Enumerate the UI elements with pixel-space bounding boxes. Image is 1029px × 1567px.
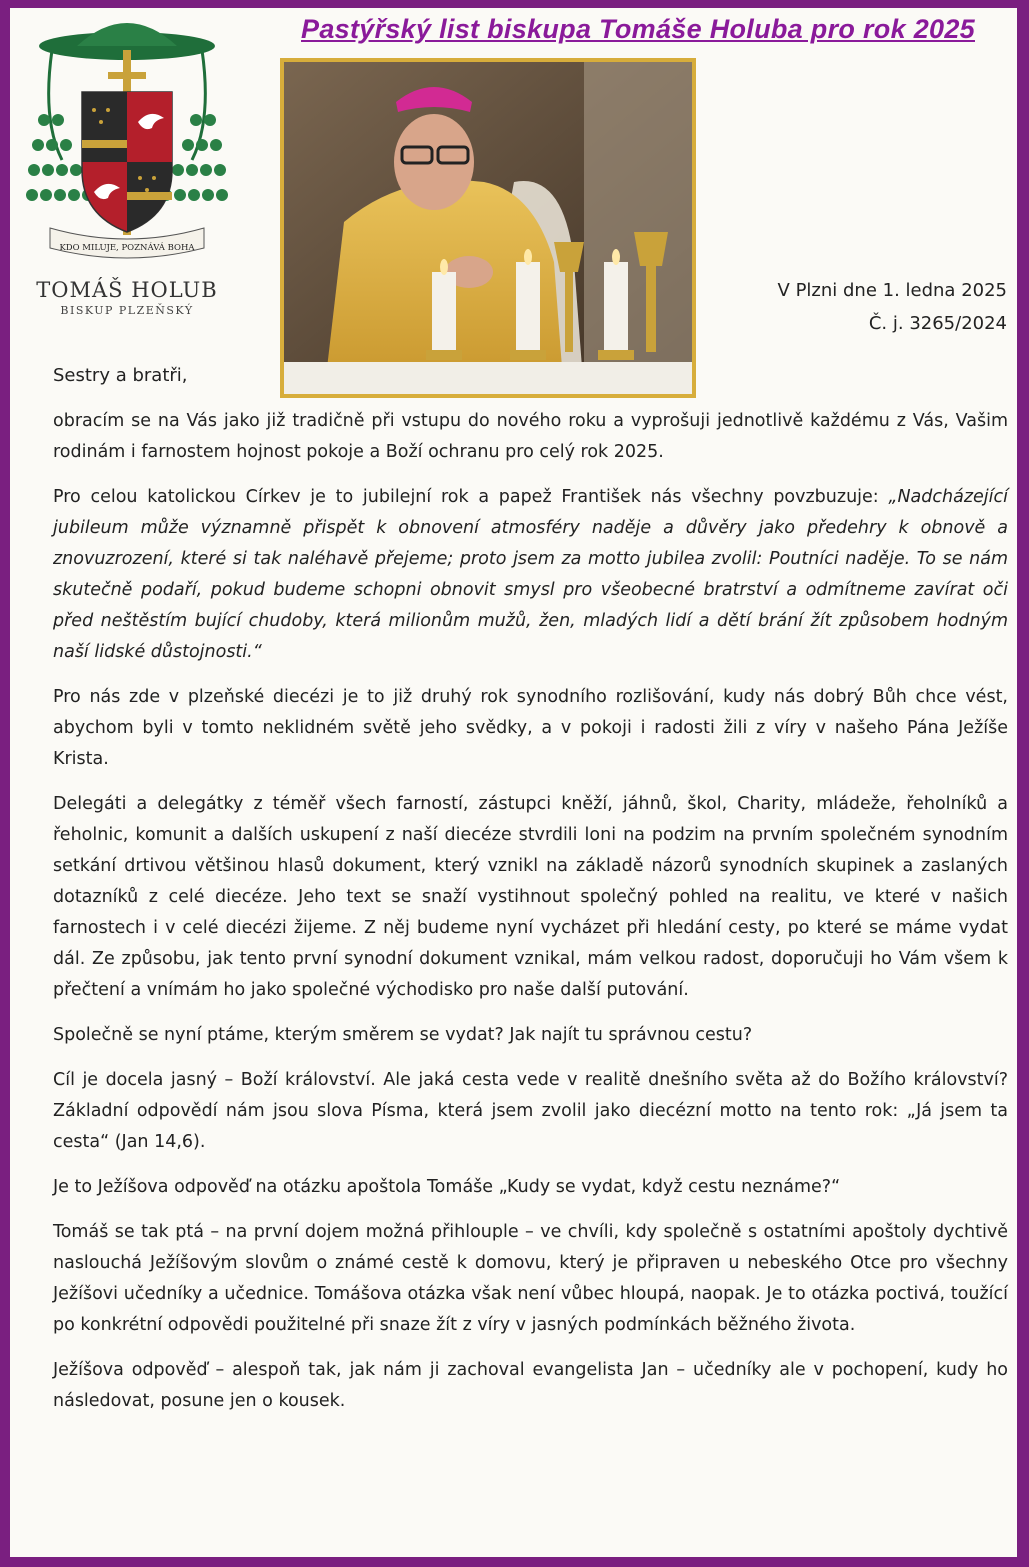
paragraph: Cíl je docela jasný – Boží království. Ale jaká cesta vede v realitě dnešního světa až do Božího království? Základní odpovědí nám jsou slova Písma, která jsem zvolil jako diecézní motto na tento rok: „Já jsem ta cesta“ (Jan 14,6). bbox=[53, 1070, 1008, 1152]
letter-body bbox=[53, 406, 1008, 1431]
bishop-photo bbox=[280, 58, 696, 398]
salutation: Sestry a bratři, bbox=[53, 365, 188, 386]
paragraph: Je to Ježíšova odpověď na otázku apoštola Tomáše „Kudy se vydat, když cestu neznáme?“ bbox=[53, 1177, 841, 1197]
paragraph: Společně se nyní ptáme, kterým směrem se vydat? Jak najít tu správnou cestu? bbox=[53, 1025, 753, 1045]
bishop-photo-illustration bbox=[284, 62, 692, 394]
paragraph bbox=[53, 482, 1008, 668]
paragraph: Tomáš se tak ptá – na první dojem možná přihlouple – ve chvíli, kdy společně s ostatními apoštoly dychtivě naslouchá Ježíšovým slovům o známé cestě k domovu, který je připraven u nebeského Otce pro všechny Ježíšovi učedníky a učednice. Tomášova otázka však není vůbec hloupá, naopak. Je to otázka poctivá, toužící po konkrétní odpovědi použitelné při snaze žít z víry v jasných podmínkách běžného života. bbox=[53, 1222, 1008, 1335]
letter-meta bbox=[778, 274, 1007, 340]
galero-crown bbox=[77, 23, 177, 46]
bishop-name: TOMÁŠ HOLUB bbox=[36, 278, 218, 302]
paragraph: Delegáti a delegátky z téměř všech farností, zástupci kněží, jáhnů, škol, Charity, mládeže, řeholníků a řeholnic, komunit a dalších uskupení z naší diecéze stvrdili loni na podzim na prvním společném synodním setkání drtivou většinou hlasů dokument, který vznikl na základě názorů synodních skupinek a zaslaných dotazníků z celé diecéze. Jeho text se snaží vystihnout společný pohled na realitu, ve které v našich farnostech i v celé diecézi žijeme. Z něj budeme nyní vycházet při hledání cesty, po které se máme vydat dál. Ze způsobu, jak tento první synodní dokument vznikal, mám velkou radost, doporučuji ho Vám všem k přečtení a vnímám ho jako společné východisko pro naše další putování. bbox=[53, 794, 1008, 1000]
motto-text: KDO MILUJE, POZNÁVÁ BOHA bbox=[59, 243, 195, 253]
paragraph-intro: Pro celou katolickou Církev je to jubilejní rok a papež František nás všechny povzbuzuje: bbox=[53, 487, 879, 507]
letter-page bbox=[10, 8, 1017, 1557]
paragraph: Pro nás zde v plzeňské diecézi je to již druhý rok synodního rozlišování, kudy nás dobrý Bůh chce vést, abychom byli v tomto neklidném světě jeho svědky, a v pokoji i radosti žili z víry v našeho Pána Ježíše Krista. bbox=[53, 687, 1008, 769]
coat-of-arms bbox=[22, 10, 232, 270]
page-title: Pastýřský list biskupa Tomáše Holuba pro rok 2025 bbox=[301, 14, 975, 44]
place-date: V Plzni dne 1. ledna 2025 bbox=[777, 280, 1007, 301]
paragraph: Ježíšova odpověď – alespoň tak, jak nám ji zachoval evangelista Jan – učedníky ale v pochopení, kudy ho následovat, posune jen o kousek. bbox=[53, 1360, 1008, 1411]
pope-quote: „Nadcházející jubileum může významně přispět k obnovení atmosféry naděje a důvěry jako předehry k obnově a znovuzrození, které si tak naléhavě přejeme; proto jsem za motto jubilea zvolil: Poutníci naděje. To se nám skutečně podaří, pokud budeme schopni obnovit smysl pro všeobecné bratrství a odmítneme zavírat oči před neštěstím bující chudoby, která milionům mužů, žen, mladých lidí a dětí brání žít způsobem hodným naší lidské důstojnosti.“ bbox=[53, 487, 1008, 662]
bishop-title: BISKUP PLZEŇSKÝ bbox=[60, 304, 194, 317]
reference-number: Č. j. 3265/2024 bbox=[868, 313, 1007, 334]
paragraph: obracím se na Vás jako již tradičně při vstupu do nového roku a vyprošuji jednotlivě každému z Vás, Vašim rodinám i farnostem hojnost pokoje a Boží ochranu pro celý rok 2025. bbox=[53, 411, 1008, 462]
